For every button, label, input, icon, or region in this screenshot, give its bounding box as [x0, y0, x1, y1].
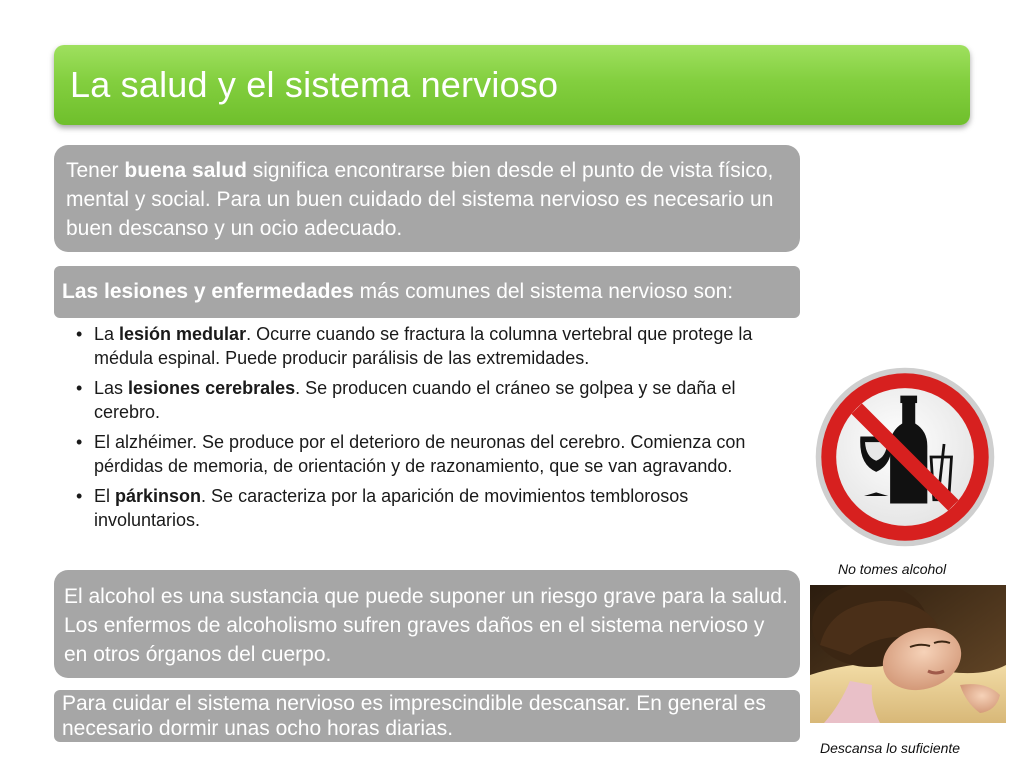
- intro-text-bold: buena salud: [124, 159, 247, 182]
- page-title: La salud y el sistema nervioso: [70, 64, 559, 105]
- list-item-bold: párkinson: [115, 486, 202, 506]
- title-bar: [54, 45, 970, 125]
- list-item-bold: lesiones cerebrales: [128, 378, 296, 398]
- list-item-post: . Se producen cuando el cráneo se golpea y se daña el cerebro.: [94, 378, 736, 422]
- sleeping-woman-photo: [810, 585, 1006, 723]
- lesiones-header-post: más comunes del sistema nervioso son:: [353, 280, 734, 303]
- sign-caption: No tomes alcohol: [838, 561, 947, 577]
- intro-text-pre: Tener: [66, 159, 125, 182]
- list-item: [74, 430, 794, 478]
- photo-caption: Descansa lo suficiente: [820, 740, 961, 756]
- list-item-pre: El alzhéimer. Se produce por el deterioro de neuronas del cerebro. Comienza con pérdidas de memoria, de orientación y de razonamiento, que se van agravando.: [94, 432, 746, 476]
- list-item: [74, 376, 794, 424]
- list-item-bold: lesión medular: [119, 324, 247, 344]
- intro-text-post: significa encontrarse bien desde el punto de vista físico, mental y social. Para un buen cuidado del sistema nervioso es necesario un buen descanso y un ocio adecuado.: [66, 159, 774, 240]
- lesiones-list: [74, 322, 794, 538]
- no-alcohol-sign-icon: [812, 364, 998, 550]
- lesiones-header-box: [54, 266, 800, 318]
- list-item: [74, 322, 794, 370]
- list-item: [74, 484, 794, 532]
- list-item-pre: Las: [94, 378, 129, 398]
- descanso-box: Para cuidar el sistema nervioso es imprescindible descansar. En general es necesario dormir unas ocho horas diarias.: [54, 690, 800, 742]
- list-item-pre: El: [94, 486, 116, 506]
- list-item-post: . Ocurre cuando se fractura la columna vertebral que protege la médula espinal. Puede producir parálisis de las extremidades.: [94, 324, 753, 368]
- list-item-post: . Se caracteriza por la aparición de movimientos temblorosos involuntarios.: [94, 486, 689, 530]
- list-item-pre: La: [94, 324, 120, 344]
- alcohol-box: El alcohol es una sustancia que puede suponer un riesgo grave para la salud. Los enfermos de alcoholismo sufren graves daños en el sistema nervioso y en otros órganos del cuerpo.: [54, 570, 800, 678]
- lesiones-header-bold: Las lesiones y enfermedades: [62, 280, 354, 303]
- intro-box: [54, 145, 800, 252]
